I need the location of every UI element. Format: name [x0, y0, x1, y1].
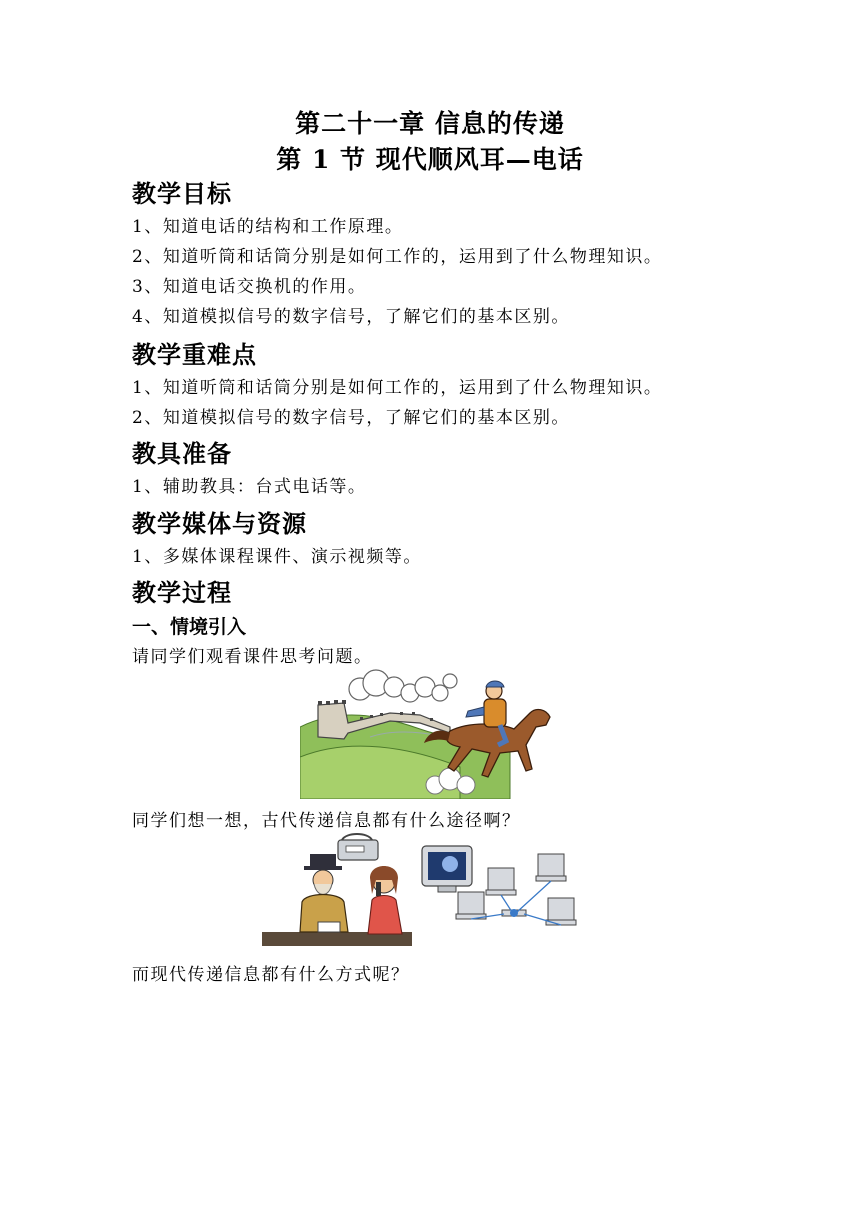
media-item: 1、多媒体课程课件、演示视频等。 [132, 547, 422, 567]
telephone-fax-computer-network-illustration [262, 832, 598, 948]
process-paragraph: 而现代传递信息都有什么方式呢？ [132, 965, 410, 985]
key-points-heading: 教学重难点 [132, 340, 257, 369]
key-point-item: 1、知道听筒和话筒分别是如何工作的，运用到了什么物理知识。 [132, 378, 663, 398]
tools-item: 1、辅助教具：台式电话等。 [132, 477, 367, 497]
key-point-item: 2、知道模拟信号的数字信号，了解它们的基本区别。 [132, 408, 570, 428]
objective-item: 3、知道电话交换机的作用。 [132, 277, 367, 297]
process-paragraph: 同学们想一想，古代传递信息都有什么途径啊？ [132, 811, 521, 831]
great-wall-horse-rider-illustration [300, 667, 558, 799]
objectives-heading: 教学目标 [132, 179, 232, 208]
objective-item: 2、知道听筒和话筒分别是如何工作的，运用到了什么物理知识。 [132, 247, 663, 267]
process-heading: 教学过程 [132, 578, 232, 607]
process-subheading: 一、情境引入 [132, 616, 247, 638]
process-paragraph: 请同学们观看课件思考问题。 [132, 647, 373, 667]
objective-item: 1、知道电话的结构和工作原理。 [132, 217, 404, 237]
tools-heading: 教具准备 [132, 439, 232, 468]
media-heading: 教学媒体与资源 [132, 509, 307, 538]
chapter-title: 第二十一章 信息的传递 [295, 109, 565, 138]
objective-item: 4、知道模拟信号的数字信号，了解它们的基本区别。 [132, 307, 570, 327]
section-title: 第 1 节 现代顺风耳—电话 [276, 145, 584, 174]
